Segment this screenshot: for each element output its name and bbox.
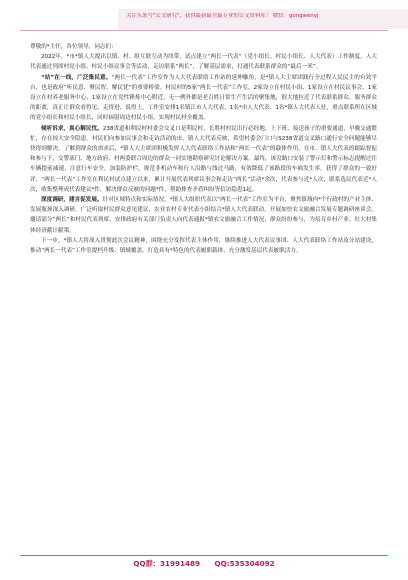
top-banner xyxy=(0,0,408,34)
section-heading-1: “站”在一线，广泛集民意。 xyxy=(41,74,112,81)
greeting: 尊敬的*主任，各位领导，同志们： xyxy=(30,44,117,50)
section-heading-2: 倾听诉求，真心解民忧。 xyxy=(41,125,103,132)
section-heading-3: 深度调研，建言促发展。 xyxy=(41,197,103,204)
section-text-1: “两长一代表”工作室作为人大代表联络工作站的延伸触角，是*镇人大主席团践行全过程人民民主的有效平台，也是政府“听民意、聚民智、解民忧”的重要桥梁。村民村的5家“两长一代表”工作室，2家设立在村民小组、1家设立在村民议事会、1家设立在村养老服务中心、1家设立在党性锤炼中心附近。无一例外都是老百姓日常生产生活的聚集地，很大地拉近了代表联系群众、服务群众的距离，真正让群众看得见、走得进、说得上。工作室安排1名镇江市人大代表、1名*市人大代表、1名*镇人大代表人驻，重点联系所在区域的党小组长和村民小组长，同时辐射周边村民小组，实现村民村全覆盖。 xyxy=(30,74,377,122)
paragraph-next-steps: 下一步，*镇人大将深入贯彻此次会议精神，围绕充分发挥代表主体作用，继续推进人大代表议事团、人大代表联络工作站及分站建设，推动“两长一代表”工作室提档升级、镇域覆盖，打造具有*特色的代表履职载体，充分激发基层代表履职活力。 xyxy=(30,237,377,255)
banner-text: 关注头条号"公文研究"，获得最新最全最专业的公文资料库！ 微信：gongwenyj xyxy=(126,13,319,19)
section-text-3: 针对区域特点和实际情况，*镇人大组织代表以“两长一代表”工作室为平台，聚焦镇域内*个行政村的产业主体、发展瓶颈深入调研，广泛听取村民群众意见建议，农业农村专业代表小组结合*镇人大代表联动，开展加快农文旅融合发展专题调研座谈会。邀请部分“两长”和村民代表列席，安排政府有关部门负责人向代表通报*镇农文旅融合工作情况，群众纷纷参与，为培育乡村产业、壮大村集体经济献计献策。 xyxy=(30,197,377,234)
footer-rule xyxy=(20,555,388,556)
paragraph-section-1 xyxy=(30,73,377,124)
footer-qq-group: QQ群：31991489 xyxy=(133,559,200,568)
paragraph-section-2 xyxy=(30,124,377,195)
paragraph-intro: 2022年，*市*镇人大提出以镇、村、组互联互动为纽带，试点建立“两长一代表”（党小组长、村民小组长、人大代表）工作制度，人大代表通过列席村党小组、村民小组议事会等活动，走访联系“两长”，了解基层需求，打通代表联系群众的“最后一米”。 xyxy=(30,54,377,71)
header-rule xyxy=(20,30,388,31)
section-text-2: 238省道和利民村村委会交叉口是利民村，长胜村村民出行必经地，上下班、接送孩子的重要通道，早晚交通繁忙，存在较大安全隐患。村民们向参加议事会和走访活动的市、镇人大代表反映，希望村委会门口与S238省道交叉路口通行安全问题能够尽快得到解决。了解到群众的需求后，*镇人大主席团积极发挥人大代表联络工作站和“两长一代表”的载体作用，在市、镇人大代表的跟踪督促和参与下，交警部门、地方政府、村两委联合周边的群众一同实地勘察研究讨论解决方案。最终，该岔路口安装了警示灯和警示标志提醒过往车辆提前减速、注意行车安全，加装防护栏，规范非机动车和行人沿路与线过马路，有效降低了该路段的车祸发生率，获得了群众的一致好评。“两长一代表”工作室在利民村试点建立以来，累计开展代表列席议事会和走访“两长”活动*余次，代表参与近*人次，联系选民代表近*人次，收集整理成代表建议*件，解决群众反映的问题*件，帮助排查矛盾纠纷等信访隐患1起。 xyxy=(30,125,377,193)
footer xyxy=(0,555,408,571)
paragraph-section-3 xyxy=(30,195,377,236)
footer-contact xyxy=(0,559,408,569)
footer-qq: QQ:535304092 xyxy=(214,559,275,568)
document-body xyxy=(30,42,377,256)
